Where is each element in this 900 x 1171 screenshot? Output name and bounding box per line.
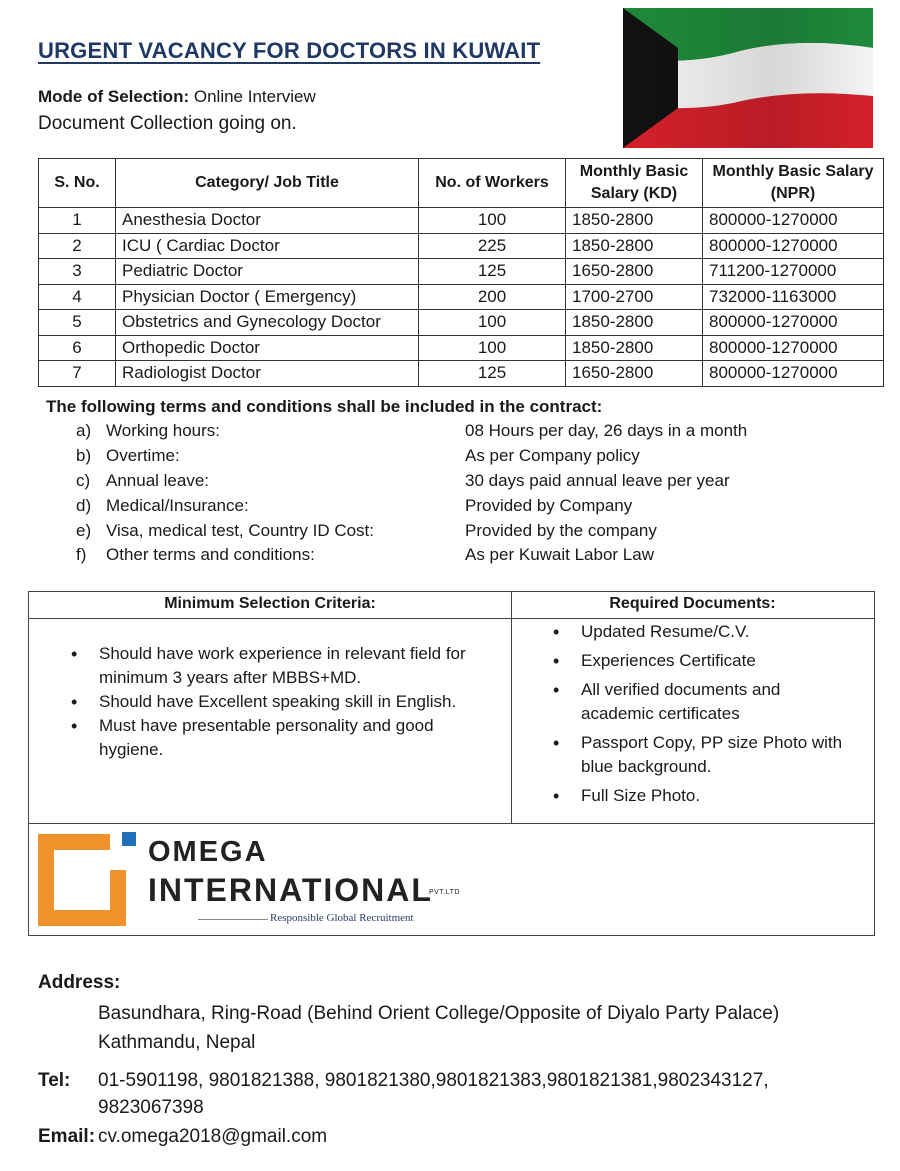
- cell-salary-npr: 800000-1270000: [703, 361, 884, 387]
- table-row: [39, 284, 884, 310]
- cell-sno: 3: [39, 259, 116, 285]
- header-job-title: Category/ Job Title: [116, 159, 419, 208]
- term-value: Provided by the company: [465, 521, 657, 540]
- list-item: • Should have work experience in relevant field for minimum 3 years after MBBS+MD.: [71, 642, 491, 690]
- cell-sno: 7: [39, 361, 116, 387]
- tel-numbers-line-2: 9823067398: [98, 1097, 204, 1118]
- divider: [29, 823, 874, 824]
- mode-of-selection: [38, 87, 316, 107]
- divider: [511, 592, 512, 823]
- term-key: b): [76, 446, 92, 465]
- list-item: • All verified documents and academic certificates: [553, 678, 853, 726]
- term-label: Visa, medical test, Country ID Cost:: [106, 521, 375, 540]
- cell-job-title: Physician Doctor ( Emergency): [116, 284, 419, 310]
- cell-workers: 100: [419, 208, 566, 234]
- criteria-list: [71, 642, 491, 762]
- cell-salary-npr: 732000-1163000: [703, 284, 884, 310]
- cell-salary-kd: 1850-2800: [566, 233, 703, 259]
- list-item: • Must have presentable personality and good hygiene.: [71, 714, 491, 762]
- email-address: cv.omega2018@gmail.com: [98, 1126, 328, 1147]
- logo-tagline: Responsible Global Recruitment: [270, 912, 414, 924]
- term-key: a): [76, 421, 92, 440]
- tel-numbers-line-1: 01-5901198, 9801821388, 9801821380,9801821383,9801821381,9802343127,: [98, 1070, 769, 1091]
- table-row: [39, 335, 884, 361]
- term-key: c): [76, 471, 91, 490]
- cell-salary-npr: 800000-1270000: [703, 335, 884, 361]
- term-key: f): [76, 545, 87, 564]
- tel-label: Tel:: [38, 1070, 71, 1091]
- cell-salary-kd: 1850-2800: [566, 335, 703, 361]
- cell-sno: 6: [39, 335, 116, 361]
- cell-salary-kd: 1850-2800: [566, 310, 703, 336]
- document-collection-note: Document Collection going on.: [38, 113, 297, 134]
- cell-workers: 225: [419, 233, 566, 259]
- kuwait-flag-image: [623, 8, 873, 148]
- kuwait-flag-icon: [623, 8, 873, 148]
- page-title: URGENT VACANCY FOR DOCTORS IN KUWAIT: [38, 38, 541, 63]
- cell-salary-npr: 800000-1270000: [703, 233, 884, 259]
- table-row: [39, 259, 884, 285]
- cell-job-title: Radiologist Doctor: [116, 361, 419, 387]
- header-workers: No. of Workers: [419, 159, 566, 208]
- header-salary-npr: Monthly Basic Salary (NPR): [703, 159, 884, 208]
- criteria-heading: Minimum Selection Criteria:: [164, 595, 376, 612]
- cell-sno: 4: [39, 284, 116, 310]
- vacancy-table: [38, 158, 884, 387]
- terms-heading: The following terms and conditions shall be included in the contract:: [46, 397, 603, 416]
- cell-salary-kd: 1650-2800: [566, 361, 703, 387]
- header-sno: S. No.: [39, 159, 116, 208]
- cell-job-title: ICU ( Cardiac Doctor: [116, 233, 419, 259]
- cell-workers: 100: [419, 335, 566, 361]
- documents-list: [553, 620, 853, 813]
- cell-sno: 1: [39, 208, 116, 234]
- logo-text-omega: OMEGA: [148, 836, 268, 868]
- address-label: Address:: [38, 972, 121, 993]
- documents-heading: Required Documents:: [609, 595, 776, 612]
- term-key: d): [76, 496, 92, 515]
- table-row: [39, 208, 884, 234]
- cell-job-title: Obstetrics and Gynecology Doctor: [116, 310, 419, 336]
- table-header-row: [39, 159, 884, 208]
- term-value: 08 Hours per day, 26 days in a month: [465, 421, 748, 440]
- table-row: [39, 233, 884, 259]
- header-salary-kd: Monthly Basic Salary (KD): [566, 159, 703, 208]
- cell-job-title: Pediatric Doctor: [116, 259, 419, 285]
- term-label: Working hours:: [106, 421, 221, 440]
- address-line-2: Kathmandu, Nepal: [98, 1032, 256, 1053]
- cell-job-title: Orthopedic Doctor: [116, 335, 419, 361]
- term-label: Annual leave:: [106, 471, 210, 490]
- list-item: • Should have Excellent speaking skill in English.: [71, 690, 491, 714]
- cell-workers: 100: [419, 310, 566, 336]
- cell-workers: 200: [419, 284, 566, 310]
- address-line-1: Basundhara, Ring-Road (Behind Orient College/Opposite of Diyalo Party Palace): [98, 1003, 780, 1024]
- term-value: As per Company policy: [465, 446, 640, 465]
- list-item: • Experiences Certificate: [553, 649, 853, 673]
- divider: [29, 618, 874, 619]
- cell-salary-npr: 800000-1270000: [703, 208, 884, 234]
- tagline-rule: [198, 919, 268, 920]
- list-item: • Passport Copy, PP size Photo with blue background.: [553, 731, 853, 779]
- term-key: e): [76, 521, 92, 540]
- list-item: • Full Size Photo.: [553, 784, 853, 808]
- term-value: As per Kuwait Labor Law: [465, 545, 654, 564]
- term-value: 30 days paid annual leave per year: [465, 471, 730, 490]
- table-row: [39, 361, 884, 387]
- term-label: Medical/Insurance:: [106, 496, 249, 515]
- omega-logo-mark-icon: [38, 832, 138, 928]
- logo-text-international: INTERNATIONAL: [148, 872, 433, 908]
- cell-workers: 125: [419, 361, 566, 387]
- cell-salary-kd: 1650-2800: [566, 259, 703, 285]
- list-item: • Updated Resume/C.V.: [553, 620, 853, 644]
- mode-label: Mode of Selection:: [38, 87, 190, 106]
- table-row: [39, 310, 884, 336]
- cell-job-title: Anesthesia Doctor: [116, 208, 419, 234]
- email-label: Email:: [38, 1126, 96, 1147]
- cell-salary-kd: 1700-2700: [566, 284, 703, 310]
- logo-text-pvt: PVT.LTD: [429, 889, 460, 896]
- cell-workers: 125: [419, 259, 566, 285]
- term-value: Provided by Company: [465, 496, 633, 515]
- cell-sno: 5: [39, 310, 116, 336]
- cell-salary-kd: 1850-2800: [566, 208, 703, 234]
- omega-international-logo: [38, 832, 478, 928]
- cell-salary-npr: 800000-1270000: [703, 310, 884, 336]
- term-label: Overtime:: [106, 446, 180, 465]
- term-label: Other terms and conditions:: [106, 545, 315, 564]
- cell-sno: 2: [39, 233, 116, 259]
- cell-salary-npr: 711200-1270000: [703, 259, 884, 285]
- mode-value: Online Interview: [193, 87, 316, 106]
